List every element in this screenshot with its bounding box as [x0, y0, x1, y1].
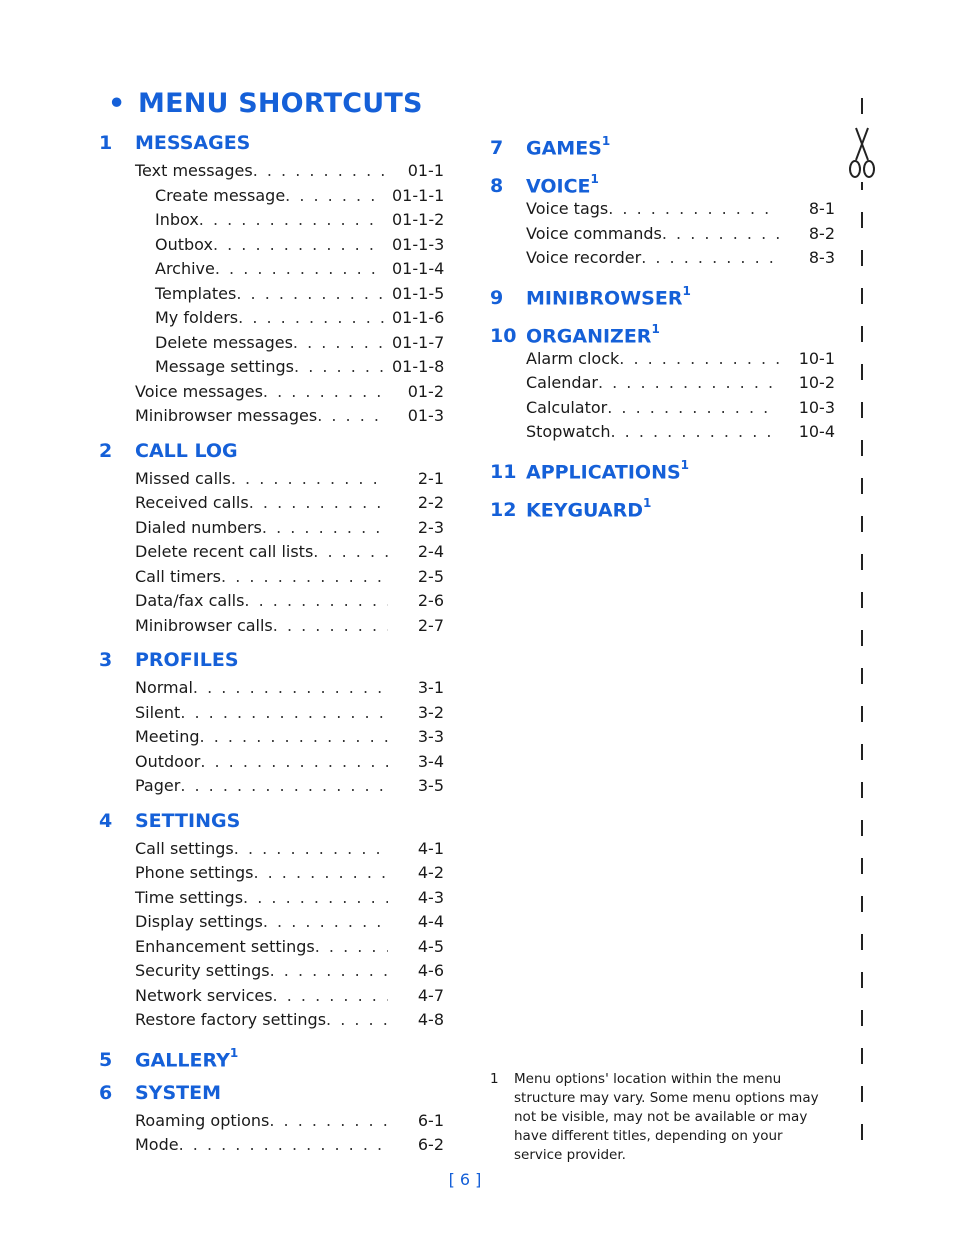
entry-label: Create message	[155, 185, 286, 205]
footnote-text: Menu options' location within the menu structure may vary. Some menu options may not be visible, may not be available or may have different titles, depending on your service provider.	[514, 1071, 819, 1163]
dot-leader	[294, 355, 384, 380]
entry-label: Display settings	[135, 912, 263, 931]
entry-page-ref: 01-1-4	[392, 259, 445, 278]
dot-leader	[244, 589, 388, 614]
section-organizer	[490, 316, 835, 445]
entry-label: Pager	[135, 776, 181, 795]
section-heading	[490, 278, 835, 309]
entry-page-ref: 4-1	[417, 838, 444, 858]
section-heading	[490, 316, 835, 347]
section-heading	[490, 166, 835, 197]
entry-page-ref: 01-2	[407, 381, 444, 401]
section-gallery	[99, 1040, 444, 1071]
entry-page-ref: 4-6	[417, 961, 444, 980]
section-heading	[99, 645, 444, 676]
footnote-number: 1	[490, 1071, 499, 1087]
dot-leader	[249, 491, 388, 516]
entry-label: Minibrowser messages	[135, 406, 318, 425]
entry-label: Minibrowser calls	[135, 615, 273, 635]
menu-entry-voice-tags	[526, 197, 835, 222]
menu-entry-roaming-options	[135, 1109, 444, 1134]
dot-leader	[193, 676, 388, 701]
menu-entry-templates	[135, 282, 444, 307]
entry-page-ref: 4-5	[417, 936, 444, 956]
entry-label: Enhancement settings	[135, 936, 315, 956]
menu-entry-meeting	[135, 725, 444, 750]
left-column	[99, 128, 444, 1165]
dot-leader	[236, 282, 384, 307]
dot-leader	[200, 725, 388, 750]
menu-entry-voice-messages	[135, 380, 444, 405]
menu-entry-restore-factory-settings	[135, 1008, 444, 1033]
section-call-log	[99, 436, 444, 639]
menu-entry-call-settings	[135, 837, 444, 862]
section-title	[526, 278, 691, 314]
menu-entry-create-message	[135, 184, 444, 209]
entry-page-ref: 3-4	[417, 751, 444, 771]
entry-label: Delete recent call lists	[135, 542, 314, 561]
section-title-text: PROFILES	[135, 649, 239, 671]
entry-label: Time settings	[135, 887, 244, 907]
menu-entry-outdoor	[135, 750, 444, 775]
entry-page-ref: 01-1-5	[392, 283, 445, 303]
entry-page-ref: 8-3	[808, 248, 835, 267]
dot-leader	[199, 208, 384, 233]
section-number: 9	[490, 286, 504, 309]
dot-leader	[598, 371, 779, 396]
entry-label: Voice recorder	[526, 248, 642, 267]
footnote-marker: 1	[590, 172, 599, 186]
entry-page-ref: 01-1-7	[392, 332, 445, 352]
section-heading	[490, 452, 835, 483]
entry-page-ref: 8-2	[808, 223, 835, 243]
section-title-text: APPLICATIONS	[526, 460, 681, 483]
footnote	[490, 1070, 835, 1165]
section-heading	[99, 1078, 444, 1109]
menu-entry-enhancement-settings	[135, 935, 444, 960]
section-title	[135, 436, 238, 467]
entry-label: Alarm clock	[526, 348, 620, 368]
dot-leader	[608, 197, 779, 222]
dot-leader	[263, 910, 388, 935]
menu-entry-stopwatch	[526, 420, 835, 445]
section-heading	[490, 490, 835, 521]
section-number: 3	[99, 649, 113, 671]
dot-leader	[326, 1008, 388, 1033]
menu-entry-display-settings	[135, 910, 444, 935]
entry-label: Data/fax calls	[135, 591, 245, 610]
dot-leader	[270, 959, 388, 984]
entry-label: Voice commands	[526, 223, 662, 243]
entry-page-ref: 2-6	[417, 591, 444, 610]
entry-page-ref: 01-1-6	[392, 308, 445, 327]
entry-label: Phone settings	[135, 863, 254, 882]
footnote-marker: 1	[651, 321, 660, 336]
entry-page-ref: 4-2	[417, 863, 444, 882]
section-number: 4	[99, 809, 113, 832]
entry-page-ref: 10-2	[798, 373, 835, 392]
menu-entry-alarm-clock	[526, 347, 835, 372]
menu-entry-my-folders	[135, 306, 444, 331]
entry-label: Templates	[155, 283, 237, 303]
section-number: 6	[99, 1081, 113, 1104]
section-title-text: GAMES	[526, 137, 602, 160]
dot-leader	[273, 614, 388, 639]
footnote-marker: 1	[229, 1045, 239, 1060]
footnote-marker: 1	[680, 457, 690, 472]
title-text: MENU SHORTCUTS	[138, 88, 423, 119]
entry-label: Roaming options	[135, 1110, 270, 1130]
dot-leader	[293, 331, 384, 356]
entry-label: Network services	[135, 985, 273, 1005]
section-title-text: ORGANIZER	[526, 324, 652, 347]
menu-entry-message-settings	[135, 355, 444, 380]
dot-leader	[179, 1133, 388, 1158]
dot-leader	[215, 257, 384, 282]
entry-label: Inbox	[155, 210, 199, 229]
menu-entry-archive	[135, 257, 444, 282]
entry-label: Call timers	[135, 566, 222, 586]
entry-label: Mode	[135, 1135, 179, 1154]
cut-line	[861, 98, 863, 1158]
entry-page-ref: 8-1	[808, 199, 835, 218]
entry-page-ref: 4-3	[417, 887, 444, 907]
menu-entry-mode	[135, 1133, 444, 1158]
section-title-text: MESSAGES	[135, 132, 251, 154]
section-voice	[490, 166, 835, 271]
section-title	[135, 645, 239, 676]
menu-entry-outbox	[135, 233, 444, 258]
section-number: 2	[99, 439, 113, 462]
dot-leader	[262, 516, 388, 541]
entry-label: Voice tags	[526, 199, 609, 218]
entry-label: Message settings	[155, 357, 295, 376]
dot-leader	[221, 565, 388, 590]
footnote-marker: 1	[682, 283, 691, 298]
menu-entry-delete-messages	[135, 331, 444, 356]
section-applications	[490, 452, 835, 483]
page-title	[108, 88, 423, 119]
entry-page-ref: 3-1	[417, 678, 444, 697]
entry-label: Outdoor	[135, 751, 201, 771]
dot-leader	[315, 935, 388, 960]
menu-entry-inbox	[135, 208, 444, 233]
dot-leader	[285, 184, 384, 209]
section-heading	[99, 436, 444, 467]
menu-entry-voice-commands	[526, 222, 835, 247]
entry-page-ref: 3-5	[417, 776, 444, 795]
entry-label: Meeting	[135, 727, 200, 746]
section-keyguard	[490, 490, 835, 521]
entry-page-ref: 10-3	[798, 397, 835, 417]
entry-page-ref: 2-1	[417, 468, 444, 488]
section-minibrowser	[490, 278, 835, 309]
dot-leader	[269, 1109, 388, 1134]
section-title	[135, 128, 250, 159]
entry-page-ref: 2-7	[417, 615, 444, 635]
section-number: 1	[99, 132, 113, 154]
menu-entry-voice-recorder	[526, 246, 835, 271]
entry-page-ref: 01-1-8	[392, 357, 445, 376]
section-number: 11	[490, 460, 517, 483]
section-title	[526, 452, 689, 488]
entry-label: Outbox	[155, 234, 213, 254]
footnote-marker: 1	[601, 134, 611, 148]
entry-label: Security settings	[135, 961, 270, 980]
section-title-text: KEYGUARD	[526, 498, 644, 521]
entry-page-ref: 6-1	[417, 1110, 444, 1130]
footnote-marker: 1	[643, 495, 652, 510]
section-games	[490, 128, 835, 159]
section-system	[99, 1078, 444, 1158]
entry-label: Restore factory settings	[135, 1010, 327, 1029]
section-settings	[99, 806, 444, 1033]
entry-page-ref: 10-4	[798, 422, 835, 441]
section-title	[526, 490, 651, 526]
menu-entry-phone-settings	[135, 861, 444, 886]
menu-entry-pager	[135, 774, 444, 799]
entry-label: Archive	[155, 259, 215, 278]
section-messages	[99, 128, 444, 429]
section-title-text: SETTINGS	[135, 809, 241, 832]
menu-entry-normal	[135, 676, 444, 701]
menu-entry-delete-recent-call-lists	[135, 540, 444, 565]
entry-page-ref: 3-2	[417, 702, 444, 722]
dot-leader	[607, 396, 779, 421]
entry-page-ref: 10-1	[798, 348, 835, 368]
dot-leader	[243, 886, 388, 911]
menu-entry-minibrowser-calls	[135, 614, 444, 639]
section-title-text: MINIBROWSER	[526, 286, 683, 309]
section-heading	[490, 128, 835, 159]
section-title	[526, 128, 610, 164]
page-number: [ 6 ]	[448, 1170, 482, 1189]
scissors-icon	[846, 126, 878, 182]
entry-label: Text messages	[135, 161, 253, 180]
entry-page-ref: 2-3	[417, 517, 444, 537]
dot-leader	[662, 222, 779, 247]
entry-label: Stopwatch	[526, 422, 611, 441]
dot-leader	[263, 380, 388, 405]
dot-leader	[213, 233, 384, 258]
dot-leader	[313, 540, 388, 565]
entry-page-ref: 01-3	[407, 406, 444, 425]
menu-entry-missed-calls	[135, 467, 444, 492]
entry-label: Voice messages	[135, 381, 263, 401]
entry-label: Delete messages	[155, 332, 293, 352]
entry-label: Missed calls	[135, 468, 231, 488]
menu-entry-call-timers	[135, 565, 444, 590]
section-title-text: SYSTEM	[135, 1081, 221, 1104]
menu-entry-calendar	[526, 371, 835, 396]
section-heading	[99, 128, 444, 159]
dot-leader	[238, 306, 384, 331]
section-number: 10	[490, 324, 517, 347]
entry-label: Normal	[135, 678, 193, 697]
entry-page-ref: 01-1	[407, 161, 444, 180]
section-heading	[99, 806, 444, 837]
entry-page-ref: 3-3	[417, 727, 444, 746]
entry-label: Received calls	[135, 493, 249, 512]
entry-page-ref: 4-4	[417, 912, 444, 931]
dot-leader	[234, 837, 388, 862]
entry-page-ref: 01-1-2	[392, 210, 445, 229]
dot-leader	[253, 861, 388, 886]
menu-entry-text-messages	[135, 159, 444, 184]
section-number: 12	[490, 498, 517, 521]
dot-leader	[641, 246, 779, 271]
dot-leader	[180, 774, 388, 799]
section-title-text: GALLERY	[135, 1048, 230, 1071]
menu-entry-calculator	[526, 396, 835, 421]
menu-entry-time-settings	[135, 886, 444, 911]
menu-entry-minibrowser-messages	[135, 404, 444, 429]
dot-leader	[180, 701, 388, 726]
dot-leader	[200, 750, 388, 775]
section-profiles	[99, 645, 444, 799]
title-bullet: •	[108, 88, 126, 119]
menu-entry-security-settings	[135, 959, 444, 984]
entry-page-ref: 2-4	[417, 542, 444, 561]
dot-leader	[317, 404, 388, 429]
entry-page-ref: 2-5	[417, 566, 444, 586]
entry-label: Calculator	[526, 397, 608, 417]
entry-label: My folders	[155, 308, 239, 327]
entry-label: Call settings	[135, 838, 234, 858]
section-title	[135, 1040, 238, 1076]
entry-page-ref: 4-7	[417, 985, 444, 1005]
entry-page-ref: 6-2	[417, 1135, 444, 1154]
dot-leader	[231, 467, 388, 492]
menu-entry-silent	[135, 701, 444, 726]
entry-label: Calendar	[526, 373, 598, 392]
entry-label: Dialed numbers	[135, 517, 262, 537]
section-number: 7	[490, 137, 504, 160]
menu-entry-dialed-numbers	[135, 516, 444, 541]
section-title	[135, 806, 240, 837]
menu-entry-received-calls	[135, 491, 444, 516]
section-heading	[99, 1040, 444, 1071]
dot-leader	[273, 984, 388, 1009]
section-title	[135, 1078, 221, 1109]
section-title-text: VOICE	[526, 175, 591, 198]
entry-page-ref: 01-1-3	[392, 234, 445, 254]
section-number: 8	[490, 175, 504, 198]
section-number: 5	[99, 1048, 113, 1071]
menu-entry-network-services	[135, 984, 444, 1009]
dot-leader	[619, 347, 779, 372]
menu-entry-data-fax-calls	[135, 589, 444, 614]
dot-leader	[253, 159, 388, 184]
entry-page-ref: 4-8	[417, 1010, 444, 1029]
entry-page-ref: 2-2	[417, 493, 444, 512]
entry-page-ref: 01-1-1	[392, 185, 445, 205]
entry-label: Silent	[135, 702, 181, 722]
right-column	[490, 128, 835, 528]
section-title-text: CALL LOG	[135, 439, 238, 462]
dot-leader	[610, 420, 779, 445]
